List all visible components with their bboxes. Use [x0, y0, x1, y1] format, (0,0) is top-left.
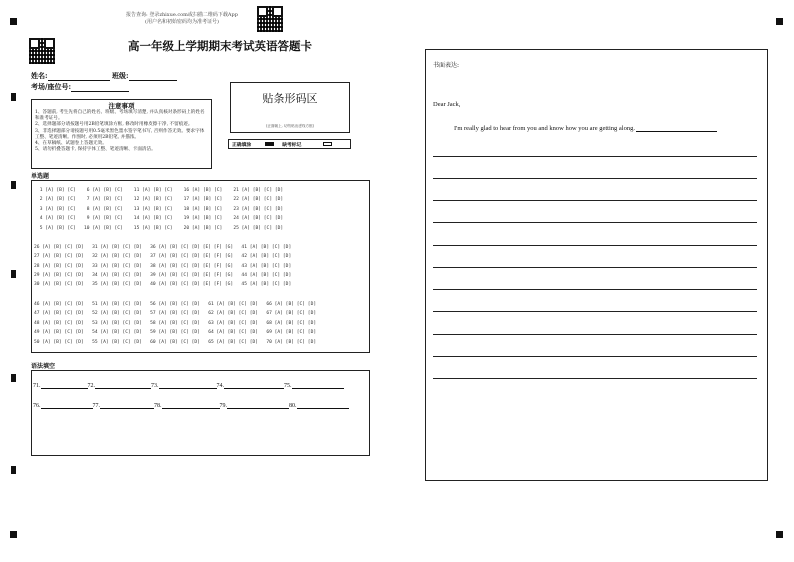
choice-row[interactable]: 49 [A] [B] [C] [D] 54 [A] [B] [C] [D] 59 [A] [B] [C] [D] 64 [A] [B] [C] [D] 69 [A] [B] [C] [D] [34, 330, 317, 335]
choice-row[interactable]: 26 [A] [B] [C] [D] 31 [A] [B] [C] [D] 36 [A] [B] [C] [D] [E] [F] [G] 41 [A] [B] [C] [D] [34, 245, 292, 250]
letter-opening-text: I'm really glad to hear from you and know how you are getting along. [454, 125, 635, 132]
choice-row[interactable]: 3 [A] [B] [C] 8 [A] [B] [C] 13 [A] [B] [C] 18 [A] [B] [C] 23 [A] [B] [C] [D] [37, 207, 284, 212]
fill-row [33, 383, 344, 389]
fill-number: 80. [289, 403, 297, 409]
fill-row [33, 403, 349, 409]
fill-number: 75. [284, 383, 292, 389]
choice-row[interactable]: 29 [A] [B] [C] [D] 34 [A] [B] [C] [D] 39 [A] [B] [C] [D] [E] [F] [G] 44 [A] [B] [C] [D] [34, 273, 292, 278]
writing-line[interactable] [433, 267, 757, 268]
fill-section-title: 语法填空 [31, 363, 56, 370]
name-line[interactable] [48, 73, 110, 81]
fill-blank[interactable] [159, 383, 217, 389]
writing-line[interactable] [433, 289, 757, 290]
choice-row[interactable]: 1 [A] [B] [C] 6 [A] [B] [C] 11 [A] [B] [C] 16 [A] [B] [C] 21 [A] [B] [C] [D] [37, 188, 284, 193]
writing-title: 书面表达: [433, 62, 460, 69]
fill-number: 73. [151, 383, 159, 389]
fill-example-bar [228, 139, 351, 149]
fill-blank[interactable] [162, 403, 220, 409]
choice-row[interactable]: 2 [A] [B] [C] 7 [A] [B] [C] 12 [A] [B] [C] 17 [A] [B] [C] 22 [A] [B] [C] [D] [37, 197, 284, 202]
report-notice-line1: 报告查询: 登录zhixue.com或扫描二维码下载App [126, 12, 238, 18]
notice-item: 2、选择题部分请按题号用2B铅笔填涂方框, 修改时用橡皮擦干净, 不留痕迹。 [35, 122, 193, 128]
app-qr-code[interactable] [257, 6, 283, 32]
timing-mark [11, 93, 16, 101]
notice-item: 4、在草稿纸、试题卷上答题无效。 [35, 141, 107, 147]
timing-mark [11, 466, 16, 474]
fill-number: 74. [216, 383, 224, 389]
choice-row[interactable]: 5 [A] [B] [C] 10 [A] [B] [C] 15 [A] [B] [C] 20 [A] [B] [C] 25 [A] [B] [C] [D] [37, 226, 284, 231]
registration-mark [776, 18, 783, 25]
notice-item: 3、非选择题部分请按题号用0.5毫米黑色墨水签字笔书写, 否则作答无效。要求字体工整、笔迹清晰。作图时, 必须用2B铅笔, 并描浓。 [35, 128, 205, 140]
seat-label: 考场/座位号: [31, 82, 72, 91]
writing-line[interactable] [433, 178, 757, 179]
registration-mark [10, 18, 17, 25]
notice-item: 5、请勿折叠答题卡, 保持字体工整、笔迹清晰、卡面清洁。 [35, 147, 156, 153]
choice-row[interactable]: 46 [A] [B] [C] [D] 51 [A] [B] [C] [D] 56 [A] [B] [C] [D] 61 [A] [B] [C] [D] 66 [A] [B] [C] [D] [34, 302, 317, 307]
timing-mark [11, 374, 16, 382]
fill-blank[interactable] [41, 403, 93, 409]
fill-number: 72. [87, 383, 95, 389]
writing-line[interactable] [433, 245, 757, 246]
letter-opening [454, 125, 717, 132]
page-title: 高一年级上学期期末考试英语答题卡 [128, 39, 312, 53]
writing-line[interactable] [433, 156, 757, 157]
correct-fill-label: 正确填涂 [232, 141, 252, 148]
writing-box [425, 49, 768, 481]
timing-mark [11, 181, 16, 189]
notice-title: 注意事项 [108, 102, 135, 110]
seat-field[interactable] [31, 82, 129, 92]
fill-number: 71. [33, 383, 41, 389]
barcode-title: 贴条形码区 [262, 92, 318, 105]
absent-mark-label: 缺考标记 [282, 141, 302, 148]
name-field[interactable] [31, 71, 177, 81]
fill-number: 78. [154, 403, 162, 409]
choice-row[interactable]: 50 [A] [B] [C] [D] 55 [A] [B] [C] [D] 60 [A] [B] [C] [D] 65 [A] [B] [C] [D] 70 [A] [B] [C] [D] [34, 340, 317, 345]
correct-fill-sample [265, 142, 274, 146]
fill-number: 76. [33, 403, 41, 409]
name-label: 姓名: [31, 71, 48, 80]
writing-line[interactable] [433, 378, 757, 379]
letter-greeting: Dear Jack, [433, 101, 461, 108]
fill-blank[interactable] [100, 403, 154, 409]
barcode-note: (正面朝上, 切勿贴出虚线方框) [265, 124, 315, 128]
writing-line[interactable] [433, 334, 757, 335]
fill-number: 79. [219, 403, 227, 409]
choice-section-title: 单选题 [31, 173, 50, 180]
seat-line[interactable] [71, 84, 129, 92]
choice-row[interactable]: 30 [A] [B] [C] [D] 35 [A] [B] [C] [D] 40 [A] [B] [C] [D] [E] [F] [G] 45 [A] [B] [C] [D] [34, 282, 292, 287]
fill-blank[interactable] [292, 383, 344, 389]
class-line[interactable] [129, 73, 177, 81]
choice-row[interactable]: 4 [A] [B] [C] 9 [A] [B] [C] 14 [A] [B] [C] 19 [A] [B] [C] 24 [A] [B] [C] [D] [37, 216, 284, 221]
fill-blank[interactable] [41, 383, 88, 389]
writing-line[interactable] [433, 311, 757, 312]
report-notice [112, 12, 252, 26]
timing-mark [11, 270, 16, 278]
fill-blank[interactable] [95, 383, 151, 389]
fill-blank[interactable] [297, 403, 349, 409]
choice-row[interactable]: 48 [A] [B] [C] [D] 53 [A] [B] [C] [D] 58 [A] [B] [C] [D] 63 [A] [B] [C] [D] 68 [A] [B] [C] [D] [34, 321, 317, 326]
notice-item: 1、答题前, 考生先将自己的姓名、班级、考场填写清楚, 并认真核对条形码上的姓名和准考证号。 [35, 110, 205, 122]
fill-blank[interactable] [227, 403, 289, 409]
choice-row[interactable]: 27 [A] [B] [C] [D] 32 [A] [B] [C] [D] 37 [A] [B] [C] [D] [E] [F] [G] 42 [A] [B] [C] [D] [34, 254, 292, 259]
choice-row[interactable]: 28 [A] [B] [C] [D] 33 [A] [B] [C] [D] 38 [A] [B] [C] [D] [E] [F] [G] 43 [A] [B] [C] [D] [34, 264, 292, 269]
choice-row[interactable]: 47 [A] [B] [C] [D] 52 [A] [B] [C] [D] 57 [A] [B] [C] [D] 62 [A] [B] [C] [D] 67 [A] [B] [C] [D] [34, 311, 317, 316]
fill-number: 77. [92, 403, 100, 409]
report-notice-line2: (用户名和初始密码均为准考证号) [145, 19, 219, 25]
student-qr-code [29, 38, 55, 64]
writing-line[interactable] [433, 200, 757, 201]
registration-mark [776, 531, 783, 538]
class-label: 班级: [112, 71, 129, 80]
barcode-area [230, 82, 350, 133]
writing-line[interactable] [433, 222, 757, 223]
absent-mark-box[interactable] [323, 142, 332, 146]
registration-mark [10, 531, 17, 538]
fill-blank[interactable] [224, 383, 284, 389]
notice-box [31, 99, 212, 169]
opening-continue-line[interactable] [636, 125, 717, 132]
writing-line[interactable] [433, 356, 757, 357]
